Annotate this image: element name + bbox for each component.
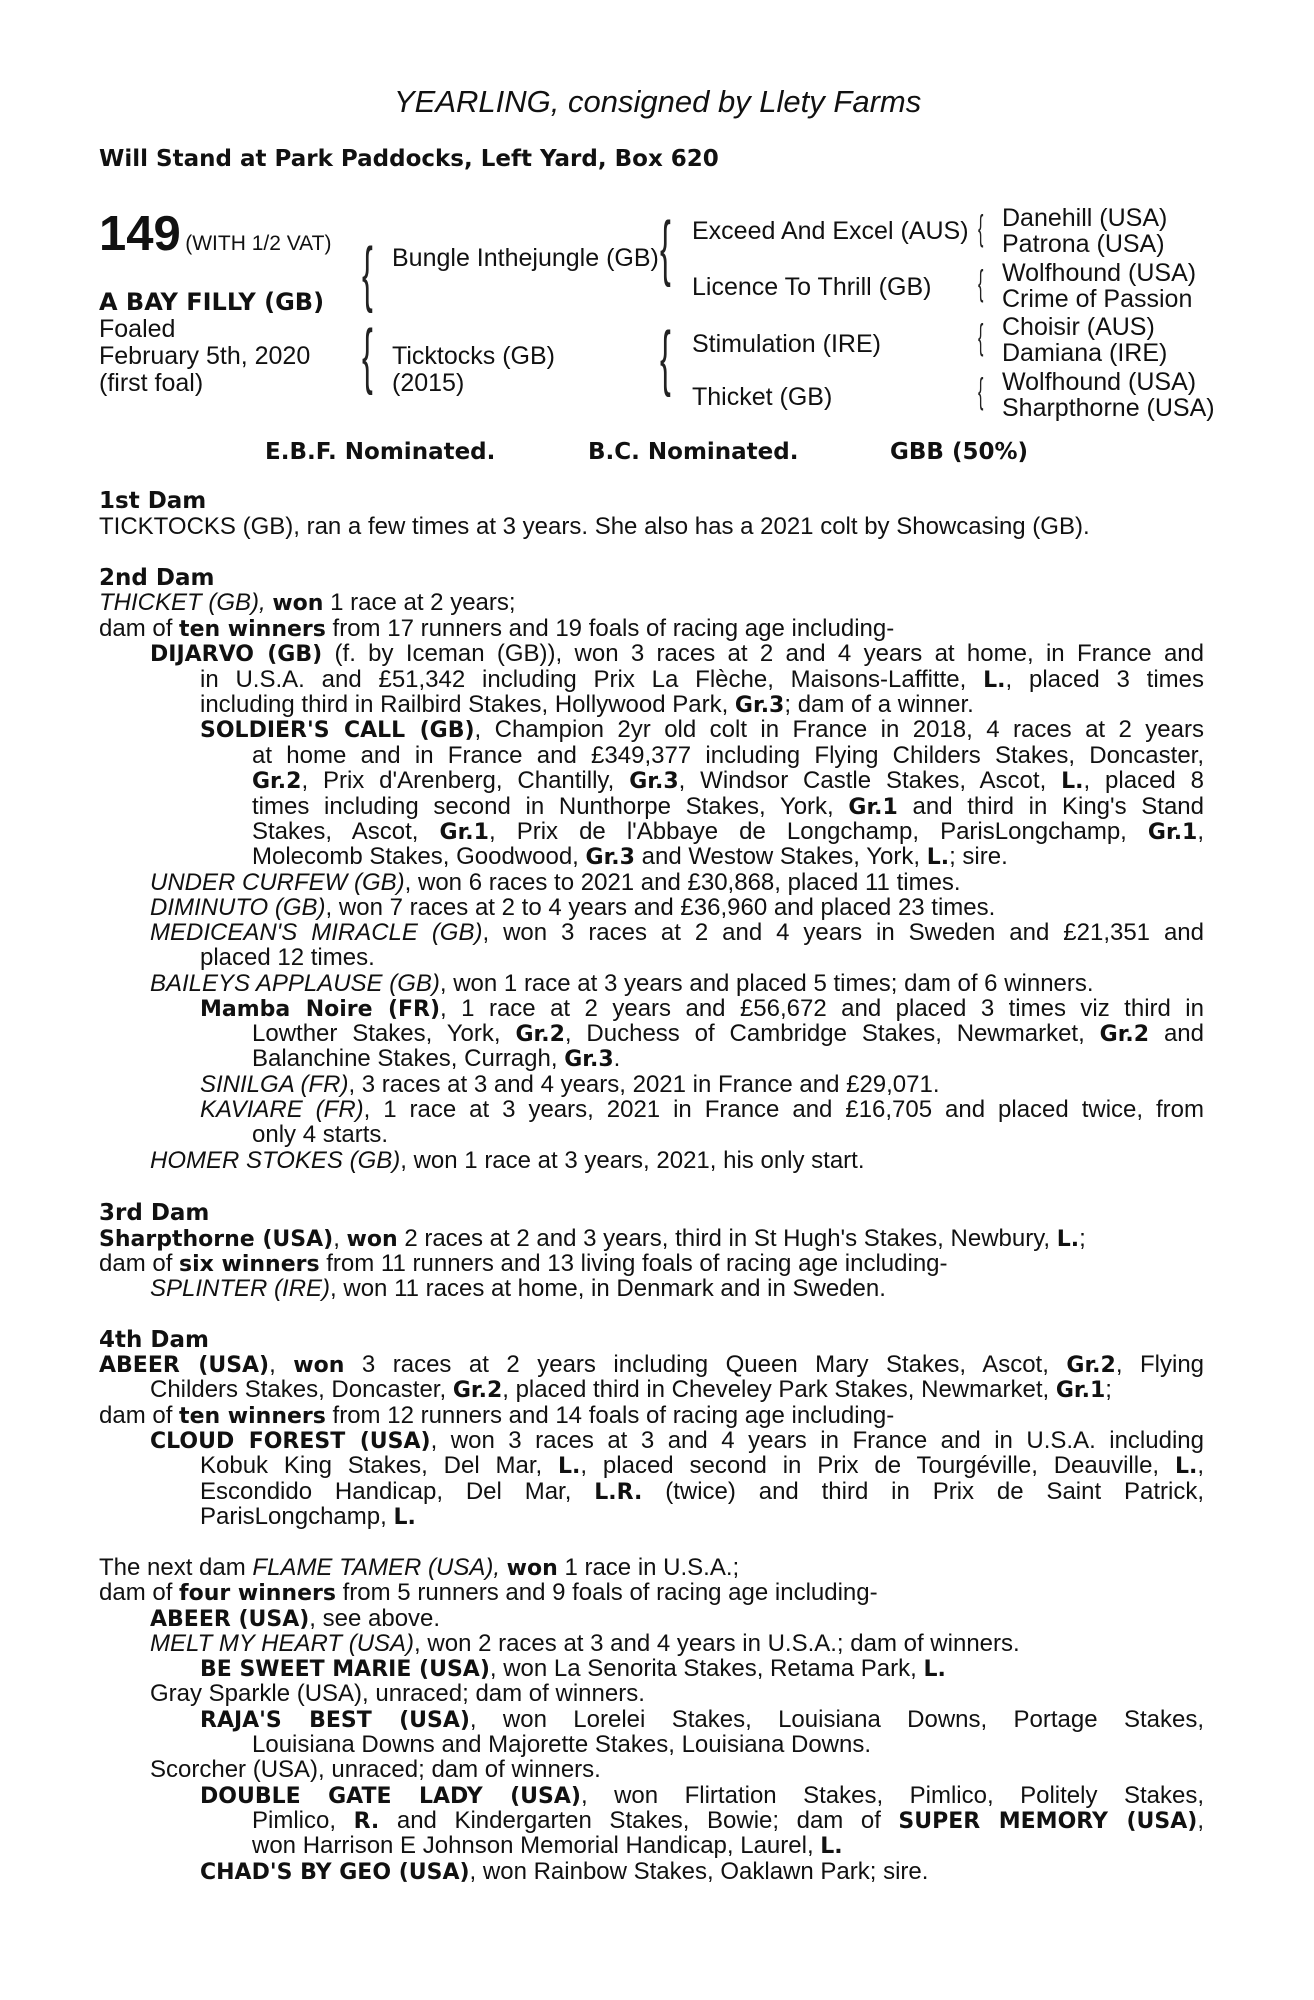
- lot-number-row: [99, 207, 332, 261]
- horse-name: SUPER MEMORY (USA): [898, 1809, 1198, 1834]
- pedigree-dam-year: (2015): [392, 369, 465, 397]
- race-text: ; sire.: [949, 843, 1008, 870]
- chads-line: [200, 1859, 928, 1885]
- raja-line-2: Louisiana Downs and Majorette Stakes, Louisiana Downs.: [252, 1731, 872, 1758]
- foals-text: from 12 runners and 14 foals of racing age including-: [332, 1402, 895, 1429]
- scorcher-line: Scorcher (USA), unraced; dam of winners.: [150, 1756, 601, 1783]
- flame-produce-line: [99, 1580, 878, 1606]
- race-text: , 1 race at 2 years and £56,672 and placed 3 times viz third in: [440, 995, 1204, 1022]
- first-dam-heading: 1st Dam: [99, 488, 207, 514]
- kaviare-line: [200, 1097, 1204, 1122]
- horse-name: UNDER CURFEW (GB): [150, 869, 405, 896]
- brace-dam-line: {: [660, 318, 671, 398]
- gray-sparkle-line: Gray Sparkle (USA), unraced; dam of winners.: [150, 1680, 645, 1707]
- group-label: Gr.1: [1055, 1378, 1106, 1403]
- restricted-label: R.: [353, 1809, 380, 1834]
- pedigree-sire-sire: Exceed And Excel (AUS): [692, 217, 969, 245]
- kaviare-line-2: only 4 starts.: [252, 1121, 389, 1148]
- horse-name: CLOUD FOREST (USA): [150, 1429, 431, 1454]
- winners-count: four winners: [179, 1581, 336, 1606]
- race-text: (f. by Iceman (GB)), won 3 races at 2 and 4 years at home, in France and: [334, 640, 1205, 667]
- race-text: , won Rainbow Stakes, Oaklawn Park; sire.: [469, 1858, 929, 1885]
- cloud-line-2: Kobuk King Stakes, Del Mar, L., placed second in Prix de Tourgéville, Deauville, L.,: [200, 1452, 1205, 1479]
- horse-name: BAILEYS APPLAUSE (GB): [150, 970, 440, 997]
- splinter-line: [150, 1276, 886, 1301]
- race-text: and Westow Stakes, York,: [641, 843, 921, 870]
- horse-name: THICKET (GB),: [99, 589, 266, 616]
- race-text: , won 1 race at 3 years and placed 5 times; dam of 6 winners.: [439, 970, 1094, 997]
- double-line-3: [252, 1833, 843, 1859]
- race-text: , won Flirtation Stakes, Pimlico, Politely Stakes,: [580, 1782, 1205, 1809]
- horse-name: ABEER (USA): [150, 1607, 310, 1632]
- dijarvo-line-3: [200, 692, 974, 718]
- fourth-dam-heading: 4th Dam: [99, 1327, 209, 1353]
- next-dam-label: The next dam: [99, 1554, 246, 1581]
- first-dam-text: TICKTOCKS (GB), ran a few times at 3 years. She also has a 2021 colt by Showcasing (GB).: [99, 513, 1090, 540]
- ebf-nomination: E.B.F. Nominated.: [265, 439, 496, 465]
- foals-text: from 5 runners and 9 foals of racing age including-: [342, 1579, 878, 1606]
- foaled-label: Foaled: [99, 315, 176, 343]
- second-dam-heading: 2nd Dam: [99, 565, 215, 591]
- pedigree-g2: Patrona (USA): [1002, 230, 1165, 258]
- melt-line: [150, 1631, 1020, 1656]
- soldier-line-5: Stakes, Ascot, Gr.1, Prix de l'Abbaye de Longchamp, ParisLongchamp, Gr.1,: [252, 818, 1205, 845]
- lot-number: 149: [99, 207, 181, 261]
- race-text: , 3 races at 3 and 4 years, 2021 in France and £29,071.: [348, 1071, 940, 1098]
- medicean-line-2: placed 12 times.: [200, 944, 375, 971]
- horse-name: MEDICEAN'S MIRACLE (GB): [150, 919, 483, 946]
- group-label: Gr.3: [585, 845, 635, 870]
- pedigree-sire-dam: Licence To Thrill (GB): [692, 273, 932, 301]
- horse-name: CHAD'S BY GEO (USA): [200, 1860, 470, 1885]
- race-text: , Windsor Castle Stakes, Ascot,: [678, 767, 1047, 794]
- group-label: Gr.1: [848, 795, 898, 820]
- foals-text: from 17 runners and 19 foals of racing age including-: [332, 615, 895, 642]
- besweet-line: [200, 1656, 946, 1682]
- race-text: , Duchess of Cambridge Stakes, Newmarket,: [564, 1020, 1085, 1047]
- race-text: , see above.: [309, 1605, 441, 1632]
- homer-line: [150, 1148, 865, 1173]
- race-text: , placed second in Prix de Tourgéville, Deauville,: [580, 1452, 1160, 1479]
- dam-of-label: dam of: [99, 615, 173, 642]
- race-text: and Kindergarten Stakes, Bowie; dam of: [396, 1807, 881, 1834]
- won-label: won: [346, 1227, 398, 1252]
- race-text: , placed third in Cheveley Park Stakes, Newmarket,: [502, 1376, 1050, 1403]
- race-text: Balanchine Stakes, Curragh,: [252, 1045, 558, 1072]
- third-dam-heading: 3rd Dam: [99, 1200, 210, 1226]
- soldier-line-3: [252, 768, 1204, 794]
- abeer-produce-line: [99, 1403, 894, 1429]
- mamba-line-3: Balanchine Stakes, Curragh, Gr.3.: [252, 1045, 621, 1072]
- listed-label: L.: [558, 1454, 581, 1479]
- brace-sire: {: [362, 234, 373, 314]
- sharpthorne-produce-line: [99, 1251, 948, 1277]
- brace-g2: {: [978, 262, 984, 303]
- race-text: 1 race at 2 years;: [330, 589, 516, 616]
- group-label: Gr.2: [1066, 1353, 1116, 1378]
- race-text: , placed 8: [1083, 767, 1204, 794]
- race-text: 3 races at 2 years including Queen Mary Stakes, Ascot,: [361, 1351, 1049, 1378]
- vat-note: (WITH 1/2 VAT): [185, 232, 332, 255]
- group-label: Gr.3: [734, 693, 785, 718]
- listed-label: L.: [1056, 1227, 1080, 1252]
- dam-of-label: dam of: [99, 1250, 173, 1277]
- pedigree-g6: Damiana (IRE): [1002, 339, 1168, 367]
- foals-text: from 11 runners and 13 living foals of racing age including-: [326, 1250, 948, 1277]
- pedigree-g3: Wolfhound (USA): [1002, 259, 1197, 287]
- race-text: , won La Senorita Stakes, Retama Park,: [489, 1655, 917, 1682]
- race-text: , won 3 races at 3 and 4 years in France and in U.S.A. including: [430, 1427, 1204, 1454]
- horse-name: Sharpthorne (USA): [99, 1227, 334, 1252]
- race-text: (twice) and third in Prix de Saint Patrick,: [665, 1478, 1205, 1505]
- abeer-ref-line: [150, 1606, 440, 1632]
- gbb-note: GBB (50%): [890, 439, 1029, 465]
- winners-count: ten winners: [179, 1404, 326, 1429]
- sinilga-line: [200, 1072, 940, 1097]
- race-text: 2 races at 2 and 3 years, third in St Hugh's Stakes, Newbury,: [404, 1225, 1051, 1252]
- mamba-line-1: [200, 996, 1204, 1022]
- cloud-line-4: [200, 1504, 416, 1530]
- horse-name: Mamba Noire (FR): [200, 997, 441, 1022]
- race-text: Molecomb Stakes, Goodwood,: [252, 843, 579, 870]
- race-text: , 1 race at 3 years, 2021 in France and £16,705 and placed twice, from: [363, 1096, 1204, 1123]
- race-text: Escondido Handicap, Del Mar,: [200, 1478, 572, 1505]
- brace-g4: {: [978, 370, 984, 411]
- group-label: Gr.2: [515, 1022, 565, 1047]
- horse-name: SINILGA (FR): [200, 1071, 349, 1098]
- pedigree-g8: Sharpthorne (USA): [1002, 394, 1215, 422]
- diminuto-line: [150, 895, 995, 920]
- horse-name: DOUBLE GATE LADY (USA): [200, 1784, 581, 1809]
- listed-label: L.: [926, 845, 950, 870]
- pedigree-g1: Danehill (USA): [1002, 204, 1168, 232]
- pedigree-dam-sire: Stimulation (IRE): [692, 330, 881, 358]
- pedigree-sire: Bungle Inthejungle (GB): [392, 244, 659, 272]
- sharpthorne-line: Sharpthorne (USA), won 2 races at 2 and 3 years, third in St Hugh's Stakes, Newbury, L.;: [99, 1225, 1086, 1252]
- pedigree-dam: Ticktocks (GB): [392, 342, 555, 370]
- group-label: Gr.2: [1099, 1022, 1150, 1047]
- double-line-2: Pimlico, R. and Kindergarten Stakes, Bowie; dam of SUPER MEMORY (USA),: [252, 1807, 1205, 1834]
- won-label: won: [293, 1353, 345, 1378]
- race-text: Kobuk King Stakes, Del Mar,: [200, 1452, 543, 1479]
- abeer-line-1: ABEER (USA), won 3 races at 2 years including Queen Mary Stakes, Ascot, Gr.2, Flying: [99, 1351, 1205, 1378]
- group-label: Gr.3: [629, 769, 679, 794]
- race-text: and third in King's Stand: [912, 793, 1204, 820]
- race-text: Pimlico,: [252, 1807, 337, 1834]
- race-text: Lowther Stakes, York,: [252, 1020, 501, 1047]
- page-title: YEARLING, consigned by Llety Farms: [394, 84, 922, 119]
- group-label: Gr.2: [252, 769, 302, 794]
- winners-count: six winners: [179, 1252, 320, 1277]
- horse-name: HOMER STOKES (GB): [150, 1147, 401, 1174]
- listed-label: L.: [393, 1505, 416, 1530]
- race-text: , won 6 races to 2021 and £30,868, placed 11 times.: [404, 869, 961, 896]
- race-text: , Champion 2yr old colt in France in 2018, 4 races at 2 years: [474, 716, 1204, 743]
- bc-nomination: B.C. Nominated.: [588, 439, 799, 465]
- thicket-produce-line: [99, 616, 894, 642]
- race-text: , won 1 race at 3 years, 2021, his only start.: [400, 1147, 865, 1174]
- race-text: , won 11 races at home, in Denmark and in Sweden.: [330, 1275, 886, 1302]
- race-text: won Harrison E Johnson Memorial Handicap, Laurel,: [252, 1832, 814, 1859]
- soldier-line-2: at home and in France and £349,377 including Flying Childers Stakes, Doncaster,: [252, 742, 1204, 769]
- horse-name: MELT MY HEART (USA): [150, 1630, 415, 1657]
- cloud-line-1: [150, 1428, 1204, 1454]
- flame-line: [99, 1555, 739, 1581]
- horse-name: FLAME TAMER (USA),: [252, 1554, 500, 1581]
- race-text: , won 7 races at 2 to 4 years and £36,960 and placed 23 times.: [325, 894, 996, 921]
- horse-name: BE SWEET MARIE (USA): [200, 1657, 490, 1682]
- horse-name: DIMINUTO (GB): [150, 894, 326, 921]
- thicket-line: [99, 590, 516, 616]
- horse-name: ABEER (USA): [99, 1353, 270, 1378]
- won-label: won: [272, 591, 324, 616]
- won-label: won: [506, 1556, 558, 1581]
- pedigree-g4: Crime of Passion: [1002, 285, 1193, 313]
- race-text: , Prix d'Arenberg, Chantilly,: [301, 767, 615, 794]
- brace-dam: {: [362, 316, 373, 396]
- race-text: including third in Railbird Stakes, Hollywood Park,: [200, 691, 729, 718]
- pedigree-g7: Wolfhound (USA): [1002, 368, 1197, 396]
- horse-name: SOLDIER'S CALL (GB): [200, 718, 475, 743]
- stand-location: Will Stand at Park Paddocks, Left Yard, Box 620: [99, 146, 719, 172]
- brace-g1: {: [978, 207, 984, 248]
- dijarvo-line-2: [200, 667, 1204, 693]
- listed-label: L.: [820, 1834, 843, 1859]
- foaled-date: February 5th, 2020: [99, 342, 311, 370]
- raja-line-1: [200, 1707, 1204, 1733]
- horse-name: SPLINTER (IRE): [150, 1275, 331, 1302]
- dijarvo-line-1: [150, 641, 1204, 667]
- group-label: Gr.2: [452, 1378, 503, 1403]
- pedigree-g5: Choisir (AUS): [1002, 313, 1155, 341]
- baileys-line: [150, 971, 1094, 996]
- soldier-line-4: [252, 794, 1204, 820]
- horse-name: DIJARVO (GB): [150, 642, 323, 667]
- winners-count: ten winners: [179, 617, 326, 642]
- pedigree-dam-dam: Thicket (GB): [692, 383, 833, 411]
- group-label: Gr.3: [564, 1047, 614, 1072]
- race-text: and: [1163, 1020, 1204, 1047]
- abeer-line-2: Childers Stakes, Doncaster, Gr.2, placed third in Cheveley Park Stakes, Newmarket, Gr.1;: [150, 1376, 1112, 1403]
- listed-label: L.: [983, 668, 1006, 693]
- race-text: , won 3 races at 2 and 4 years in Sweden and £21,351 and: [482, 919, 1205, 946]
- mamba-line-2: [252, 1021, 1204, 1047]
- race-text: , placed 3 times: [1005, 666, 1205, 693]
- listed-restricted-label: L.R.: [594, 1480, 643, 1505]
- dam-of-label: dam of: [99, 1402, 173, 1429]
- race-text: , Prix de l'Abbaye de Longchamp, ParisLongchamp,: [488, 818, 1127, 845]
- horse-name: RAJA'S BEST (USA): [200, 1708, 470, 1733]
- race-text: ; dam of a winner.: [784, 691, 974, 718]
- race-text: times including second in Nunthorpe Stakes, York,: [252, 793, 834, 820]
- horse-name: KAVIARE (FR): [200, 1096, 364, 1123]
- brace-g3: {: [978, 316, 984, 357]
- listed-label: L.: [923, 1657, 946, 1682]
- race-text: , Flying: [1115, 1351, 1205, 1378]
- race-text: in U.S.A. and £51,342 including Prix La Flèche, Maisons-Laffitte,: [200, 666, 967, 693]
- soldier-line-6: [252, 844, 1008, 870]
- race-text: , won Lorelei Stakes, Louisiana Downs, Portage Stakes,: [469, 1706, 1204, 1733]
- race-text: , won 2 races at 3 and 4 years in U.S.A.; dam of winners.: [414, 1630, 1020, 1657]
- medicean-line: [150, 920, 1204, 945]
- listed-label: L.: [1174, 1454, 1198, 1479]
- race-text: Stakes, Ascot,: [252, 818, 419, 845]
- race-text: 1 race in U.S.A.;: [564, 1554, 740, 1581]
- race-text: ParisLongchamp,: [200, 1503, 387, 1530]
- brace-sire-line: {: [660, 208, 671, 288]
- curfew-line: [150, 870, 961, 895]
- foal-note: (first foal): [99, 369, 204, 397]
- soldier-line-1: [200, 717, 1204, 743]
- double-line-1: [200, 1783, 1204, 1809]
- group-label: Gr.1: [439, 820, 489, 845]
- cloud-line-3: [200, 1479, 1204, 1505]
- dam-of-label: dam of: [99, 1579, 173, 1606]
- group-label: Gr.1: [1147, 820, 1198, 845]
- listed-label: L.: [1061, 769, 1084, 794]
- race-text: Childers Stakes, Doncaster,: [150, 1376, 447, 1403]
- lot-description: A BAY FILLY (GB): [99, 288, 325, 316]
